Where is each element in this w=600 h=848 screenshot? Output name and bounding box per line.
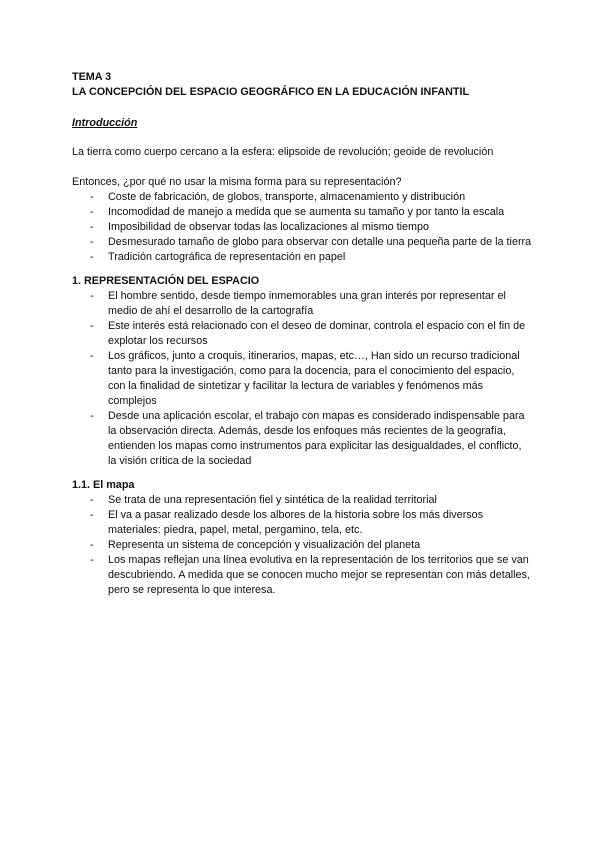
section-1-heading: 1. REPRESENTACIÓN DEL ESPACIO <box>72 275 260 287</box>
list-item: - Coste de fabricación, de globos, transporte, almacenamiento y distribución <box>72 190 532 205</box>
intro-paragraph-1: La tierra como cuerpo cercano a la esfera: elipsoide de revolución; geoide de revolución <box>72 146 494 158</box>
list-item: - Los gráficos, junto a croquis, itinerarios, mapas, etc…, Han sido un recurso tradicional tanto para la investigación, como para la docencia, para el conocimiento del espacio, con la finalidad de sintetizar y facilitar la lectura de variables y fenómenos más complejos <box>72 349 532 409</box>
section-1-1-list <box>72 493 532 598</box>
tema-label: TEMA 3 <box>72 71 112 83</box>
list-item: - El hombre sentido, desde tiempo inmemorables una gran interés por representar el medio de ahí el desarrollo de la cartografía <box>72 289 532 319</box>
document-body <box>72 70 532 598</box>
list-item: - El va a pasar realizado desde los albores de la historia sobre los más diversos materiales: piedra, papel, metal, pergamino, tela, etc. <box>72 508 532 538</box>
intro-paragraph-2: Entonces, ¿por qué no usar la misma forma para su representación? <box>72 176 402 188</box>
section-1-list <box>72 289 532 469</box>
list-item: - Imposibilidad de observar todas las localizaciones al mismo tiempo <box>72 220 532 235</box>
list-item: - Tradición cartográfica de representación en papel <box>72 250 532 265</box>
list-item: - Este interés está relacionado con el deseo de dominar, controla el espacio con el fin de explotar los recursos <box>72 319 532 349</box>
section-1-1-heading: 1.1. El mapa <box>72 479 135 491</box>
list-item: - Los mapas reflejan una línea evolutiva en la representación de los territorios que se van descubriendo. A medida que se conocen mucho mejor se representan con más detalles, pero se representa lo que interesa. <box>72 553 532 598</box>
list-item: - Incomodidad de manejo a medida que se aumenta su tamaño y por tanto la escala <box>72 205 532 220</box>
intro-list <box>72 190 532 265</box>
list-item: - Representa un sistema de concepción y visualización del planeta <box>72 538 532 553</box>
list-item: - Desmesurado tamaño de globo para observar con detalle una pequeña parte de la tierra <box>72 235 532 250</box>
intro-heading: Introducción <box>72 117 138 129</box>
document-title: LA CONCEPCIÓN DEL ESPACIO GEOGRÁFICO EN LA EDUCACIÓN INFANTIL <box>72 86 470 98</box>
list-item: - Desde una aplicación escolar, el trabajo con mapas es considerado indispensable para la observación directa. Además, desde los enfoques más recientes de la geografía, entienden los mapas como instrumentos para explicitar las desigualdades, el conflicto, la visión crítica de la sociedad <box>72 409 532 469</box>
list-item: - Se trata de una representación fiel y sintética de la realidad territorial <box>72 493 532 508</box>
